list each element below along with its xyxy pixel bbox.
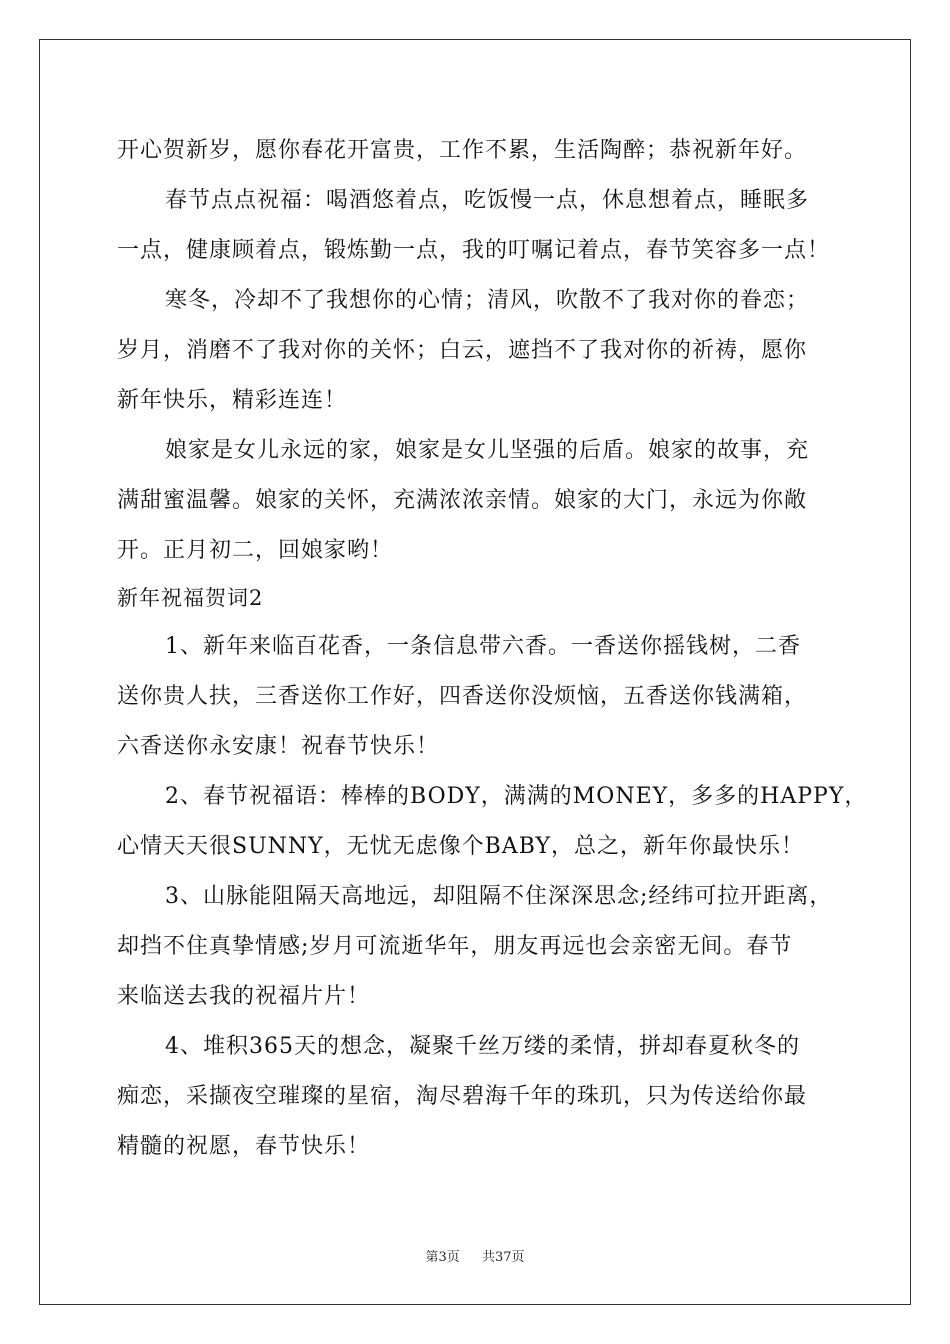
text-line: 心情天天很SUNNY，无忧无虑像个BABY，总之，新年你最快乐！ (117, 834, 804, 859)
text-line: 六香送你永安康！祝春节快乐！ (117, 734, 440, 759)
paragraph-first-line: 寒冬，冷却不了我想你的心情；清风，吹散不了我对你的眷恋； (165, 288, 810, 313)
paragraph-first-line: 1、新年来临百花香，一条信息带六香。一香送你摇钱树，二香 (165, 634, 801, 659)
text-line: 痴恋，采撷夜空璀璨的星宿，淘尽碧海千年的珠玑，只为传送给你最 (117, 1084, 808, 1109)
text-line: 岁月，消磨不了我对你的关怀；白云，遮挡不了我对你的祈祷，愿你 (117, 338, 808, 363)
paragraph-first-line: 4、堆积365天的想念，凝聚千丝万缕的柔情，拼却春夏秋冬的 (165, 1034, 800, 1059)
paragraph-first-line: 2、春节祝福语：棒棒的BODY，满满的MONEY，多多的HAPPY， (165, 784, 868, 809)
text-line: 精髓的祝愿，春节快乐！ (117, 1134, 371, 1159)
text-line: 却挡不住真挚情感;岁月可流逝华年，朋友再远也会亲密无间。春节 (117, 934, 793, 959)
text-line: 开心贺新岁，愿你春花开富贵，工作不累，生活陶醉；恭祝新年好。 (117, 138, 808, 163)
text-line: 送你贵人扶，三香送你工作好，四香送你没烦恼，五香送你钱满箱， (117, 684, 808, 709)
paragraph-first-line: 春节点点祝福：喝酒悠着点，吃饭慢一点，休息想着点，睡眠多 (165, 188, 810, 213)
page-total: 共37页 (482, 1250, 525, 1265)
paragraph-first-line: 娘家是女儿永远的家，娘家是女儿坚强的后盾。娘家的故事，充 (165, 438, 810, 463)
text-line: 开。正月初二，回娘家哟！ (117, 538, 394, 563)
text-line: 来临送去我的祝福片片！ (117, 984, 371, 1009)
paragraph-first-line: 3、山脉能阻隔天高地远，却阻隔不住深深思念;经纬可拉开距离， (165, 884, 833, 909)
section-heading: 新年祝福贺词2 (117, 586, 264, 610)
page-number: 第3页 (425, 1250, 460, 1265)
text-line: 新年快乐，精彩连连！ (117, 388, 348, 413)
text-line: 一点，健康顾着点，锻炼勤一点，我的叮嘱记着点，春节笑容多一点！ (117, 238, 831, 263)
text-line: 满甜蜜温馨。娘家的关怀，充满浓浓亲情。娘家的大门，永远为你敞 (117, 488, 808, 513)
page-footer (0, 1246, 950, 1265)
